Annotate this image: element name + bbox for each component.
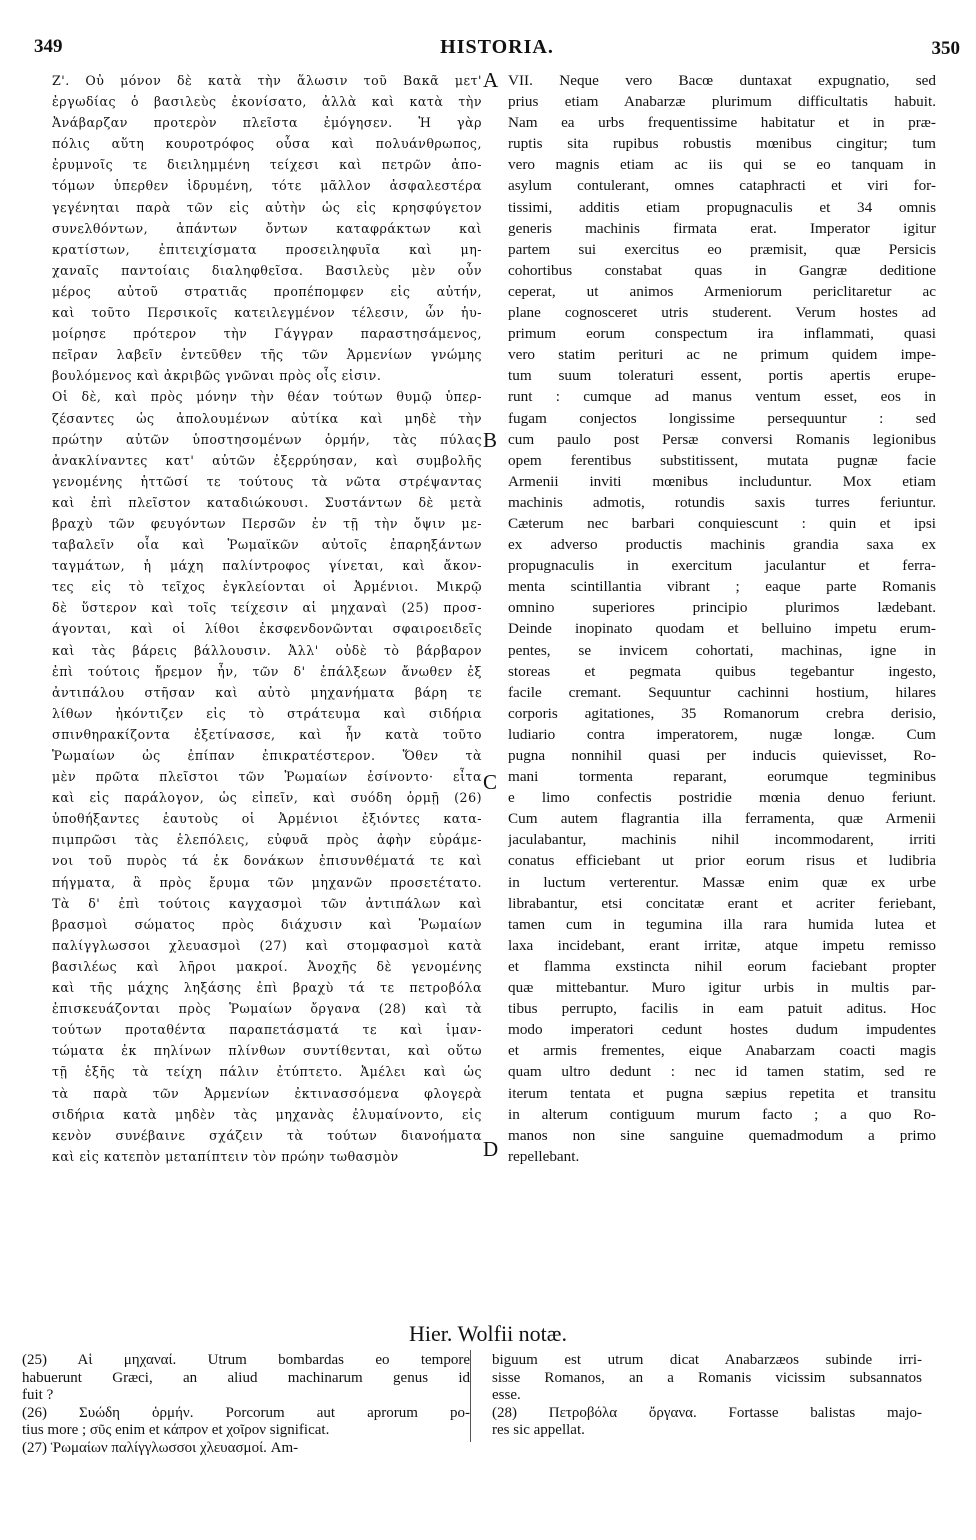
text-line: e limo confectis postridie mœnia denuo feriunt. bbox=[508, 789, 936, 807]
text-line: τῇ ἑξῆς τὰ τείχη πάλιν ἐτύπτετο. Ἀμέλει καὶ ὡς bbox=[52, 1064, 482, 1080]
text-line: in luctum verterentur. Massæ enim quæ ex urbe bbox=[508, 873, 936, 891]
text-line: pugna nonnihil quasi per inducis quievisset, Ro- bbox=[508, 747, 936, 764]
margin-marker-b: B bbox=[483, 428, 498, 452]
text-line: et flamma exstincta nihil eorum faciebant propter bbox=[508, 957, 936, 975]
text-line: in alterum contiguum murum facto ; a quo Ro- bbox=[508, 1105, 936, 1123]
text-line: μέρος αὐτοῦ στρατιᾶς προπέπομφεν εἰς αὐτήν, bbox=[52, 283, 482, 299]
text-line: asylum contulerant, omnes cataphracti et viri for- bbox=[508, 177, 936, 195]
text-line: Ἀνάβαρζαν προτερὸν πλεῖστα ἐμόγησεν. Ἡ γὰρ bbox=[52, 115, 482, 131]
text-line: καὶ εἰς παράλογον, ὡς εἰπεῖν, καὶ συόδη ὁρμῇ (26) bbox=[52, 790, 482, 806]
text-line: opem ferentibus substitissent, mutata pugnæ facie bbox=[508, 451, 936, 469]
text-line: Ῥωμαίων ὡς ἐπίπαν ἐπικρατέστερον. Ὅθεν τὰ bbox=[52, 748, 482, 763]
text-line: tissimi, additis etiam propugnaculis et 34 omnis bbox=[508, 198, 936, 216]
text-line: τὰ παρὰ τῶν Ἀρμενίων ἐκτινασσόμενα φλογερὰ bbox=[52, 1085, 482, 1101]
text-line: βρασμοὶ σώματος πρὸς διάχυσιν καὶ Ῥωμαίων bbox=[52, 916, 482, 932]
text-line: βουλόμενος καὶ ἀκριβῶς γνῶναι πρὸς οἷς εἰσιν. bbox=[52, 368, 382, 384]
notes-heading: Hier. Wolfii notæ. bbox=[409, 1321, 567, 1346]
text-line: storeas et pegmata quibus tegebantur ingesto, bbox=[508, 662, 936, 680]
text-line: tamen cum in tegumina illa rara humida lutea et bbox=[508, 915, 936, 933]
latin-text-column bbox=[508, 70, 936, 1167]
text-line: κενὸν συνέβαινε σχάζειν τὰ τούτων διανοήματα bbox=[52, 1127, 482, 1143]
text-line: καὶ τῆς μάχης ληξάσης ἐπὶ βραχὺ τά τε πετροβόλα bbox=[52, 980, 482, 996]
text-line: πεῖραν λαβεῖν ἐντεῦθεν τῆς τῶν Ἀρμενίων γνώμης bbox=[52, 347, 482, 363]
text-line: μὲν πρῶτα πλεῖστοι τῶν Ῥωμαίων ἐσίνοντο· εἶτα bbox=[52, 769, 482, 785]
margin-marker-c: C bbox=[483, 770, 498, 794]
text-line: modo imperatori cedunt hostes dudum impudentes bbox=[508, 1021, 936, 1039]
page-number-right: 350 bbox=[931, 38, 960, 59]
text-line: habuerunt Græci, an aliud machinarum genus id bbox=[22, 1369, 470, 1386]
text-line: ἐργωδίας ὁ βασιλεὺς ἐκονίσατο, ἀλλὰ καὶ κατὰ τὴν bbox=[52, 94, 482, 110]
text-line: χαναῖς παντοίαις διαληφθεῖσα. Βασιλεὺς μὲν οὖν bbox=[52, 262, 482, 278]
greek-text-column bbox=[52, 70, 482, 1167]
text-line: δὲ ὕστερον καὶ τοῖς τείχεσιν αἱ μηχαναὶ (25) προσ- bbox=[52, 600, 482, 616]
text-line: plane cognosceret utris studerent. Verum hostes ad bbox=[508, 304, 936, 322]
text-line: (25) Αἱ μηχαναί. Utrum bombardas eo tempore bbox=[22, 1352, 470, 1368]
text-line: facile cremant. Sequuntur cachinni hostium, hilares bbox=[508, 683, 936, 701]
text-line: ἐπισκευάζονται πρὸς Ῥωμαίων ὄργανα (28) καὶ τὰ bbox=[52, 1001, 482, 1017]
text-line: fuit ? bbox=[22, 1387, 54, 1403]
text-line: fugam conjectos longissime persequuntur : sed bbox=[508, 409, 936, 427]
text-line: τώματα ἐκ πηλίνων πλίνθων συντίθενται, καὶ οὕτω bbox=[52, 1043, 482, 1059]
text-line: άγονται, καὶ οἱ λίθοι ἐκσφενδονῶνται σφαιροειδεῖς bbox=[52, 621, 482, 637]
text-line: σιδήρια κατὰ μηδὲν τὰς μηχανὰς ἐλυμαίνοντο, εἰς bbox=[52, 1106, 482, 1122]
running-title: HISTORIA. bbox=[440, 36, 554, 58]
text-line: βραχὺ τῶν φευγόντων Περσῶν ἐν τῇ τὴν ὄψιν με- bbox=[52, 515, 482, 531]
text-line: VII. Neque vero Bacœ duntaxat expugnatio, sed bbox=[508, 72, 936, 89]
text-line: πιμπρῶσι τὰς ἑλεπόλεις, εὐφυᾶ πρὸς ἀφὴν εὑράμε- bbox=[52, 832, 482, 848]
text-line: καὶ τὰς βάρεις βάλλουσιν. Ἀλλ' οὐδὲ τὸ βάρβαρον bbox=[52, 642, 482, 658]
text-line: τες εἰς τὸ τεῖχος ἐγκλείονται οἱ Ἀρμένιοι. Μικρῷ bbox=[52, 579, 482, 595]
text-line: Nam ea urbs frequentissime habitatur et in præ- bbox=[508, 114, 936, 132]
text-line: sisse Romanos, an a Romanis vicissim subsannatos bbox=[492, 1369, 922, 1386]
text-line: esse. bbox=[492, 1387, 521, 1403]
text-line: λίθων ἠκόντιζεν εἰς τὸ στράτευμα καὶ σιδήρια bbox=[52, 705, 482, 721]
text-line: iterum tentata et pugna sæpius repetita et transitu bbox=[508, 1084, 936, 1102]
text-line: menta scintillantia vibrant ; eaque parte Romanis bbox=[508, 578, 936, 596]
text-line: πόλις αὕτη κουροτρόφος οὖσα καὶ πολυάνθρωπος, bbox=[52, 136, 482, 152]
text-line: prius etiam Anabarzæ plurimum difficultatis habuit. bbox=[508, 93, 936, 111]
text-line: et armis frementes, eique Anabarzam coacti magis bbox=[508, 1042, 936, 1060]
text-line: μοίρησε πρότερον τὴν Γάγγραν παραστησάμενος, bbox=[52, 326, 482, 342]
text-line: βασιλέως καὶ λῆροι μακροί. Ἀνοχῆς δὲ γενομένης bbox=[52, 958, 482, 974]
text-line: συνελθόντων, ἁπάντων ὄντων καταφράκτων καὶ bbox=[52, 220, 482, 236]
text-line: generis machinis firmata erat. Imperator igitur bbox=[508, 219, 936, 237]
margin-marker-a: A bbox=[483, 68, 499, 92]
text-line: ὑποθήξαντες ἑαυτοὺς οἱ Ἀρμένιοι ἐξιόντες κατα- bbox=[52, 811, 482, 827]
text-line: (27) Ῥωμαίων παλίγγλωσσοι χλευασμοί. Am- bbox=[22, 1439, 299, 1456]
text-line: runt : cumque ad manus ventum esset, eos in bbox=[508, 388, 936, 406]
text-line: primum eorum conspectum ira inflammati, quasi bbox=[508, 325, 936, 343]
text-line: ταβαλεῖν οἷα καὶ Ῥωμαϊκῶν αὐτοῖς ἐπαρηξάντων bbox=[52, 537, 482, 553]
text-line: τόμων ὑπερθεν ἱδρυμένη, τότε μᾶλλον ἀσφαλεστέρα bbox=[52, 178, 482, 194]
text-line: ceperat, ut animos Armeniorum periclitaretur ac bbox=[508, 282, 936, 300]
text-line: Ζ'. Οὐ μόνον δὲ κατὰ τὴν ἅλωσιν τοῦ Βακᾶ μετ' bbox=[52, 73, 482, 88]
page-number-left: 349 bbox=[34, 36, 63, 57]
text-line: manos non sine sanguine quemadmodum a primo bbox=[508, 1126, 936, 1144]
text-line: omnino superiores principio plurimos lædebant. bbox=[508, 599, 936, 617]
text-line: jaculabantur, machinis nihil incommodarent, irriti bbox=[508, 831, 936, 849]
text-line: tum suum toleraturi essent, portis apertis erupe- bbox=[508, 367, 936, 385]
footnotes-left-column bbox=[22, 1352, 470, 1457]
text-line: νοι τοῦ πυρὸς τά ἐκ δονάκων ἐπισυνθέματά τε καὶ bbox=[52, 853, 482, 869]
text-line: cum paulo post Persæ conversi Romanis legionibus bbox=[508, 430, 936, 448]
text-line: κρατίστων, ἐπιτειχίσματα προσειληφυῖα καὶ μη- bbox=[52, 241, 482, 257]
text-line: mani tormenta reparant, eorumque tegminibus bbox=[508, 768, 936, 786]
text-line: Cæterum nec barbari conquiescunt : quin et ipsi bbox=[508, 514, 936, 532]
text-line: (28) Πετροβόλα ὄργανα. Fortasse balistas majo- bbox=[492, 1404, 922, 1421]
notes-column-divider bbox=[470, 1350, 471, 1442]
text-line: res sic appellat. bbox=[492, 1422, 585, 1438]
text-line: ex adverso productis machinis grandia saxa ex bbox=[508, 536, 936, 554]
text-line: quæ mittebantur. Muro igitur urbis in multis par- bbox=[508, 979, 936, 997]
text-line: Cum autem flagrantia illa ferramenta, quæ Armenii bbox=[508, 810, 936, 828]
margin-marker-d: D bbox=[483, 1137, 499, 1161]
footnotes-right-column bbox=[492, 1352, 922, 1440]
text-line: laxa incidebant, erant irritæ, atque impetu remisso bbox=[508, 936, 936, 954]
text-line: ταγμάτων, ἡ μάχη παλίντροφος γίνεται, καὶ ἄκον- bbox=[52, 558, 482, 574]
text-line: corporis agitationes, 35 Romanorum crebra derisio, bbox=[508, 704, 936, 722]
text-line: καὶ ἐπὶ πλεῖστον καταδιώκουσι. Συστάντων δὲ μετὰ bbox=[52, 494, 482, 510]
text-line: tibus perrupto, facilis in eam patuit aditus. Hoc bbox=[508, 1000, 936, 1018]
text-line: γενομένης ἡττῶσί τε τούτους τὰ νῶτα στρέψαντας bbox=[52, 473, 482, 489]
text-line: (26) Συώδη ὁρμήν. Porcorum aut aprorum po- bbox=[22, 1404, 470, 1421]
text-line: πρώτην αὐτῶν ὑποστησομένων ὁρμήν, τὰς πύλας bbox=[52, 431, 482, 447]
text-line: καὶ τοῦτο Περσικοῖς κατειλεγμένον τέλεσιν, ὧν ἠυ- bbox=[52, 305, 482, 321]
text-line: γεγένηται παρὰ τῶν εἰς αὐτὴν ὡς εἰς κρησφύγετον bbox=[52, 199, 482, 215]
text-line: παλίγγλωσσοι χλευασμοὶ (27) καὶ στομφασμοὶ κατὰ bbox=[52, 937, 482, 953]
text-line: ruptis sita rupibus robustis mœnibus cingitur; tum bbox=[508, 135, 936, 153]
text-line: quam ultro dedunt : nec id tamen statim, sed re bbox=[508, 1063, 936, 1081]
text-line: biguum est utrum dicat Anabarzæos subinde irri- bbox=[492, 1352, 922, 1368]
text-line: tius more ; σῦς enim et κάπρον et χοῖρον significat. bbox=[22, 1422, 330, 1438]
text-line: ludiario contra imperatorem, nugæ longæ. Cum bbox=[508, 725, 936, 743]
text-line: vero magnis etiam ac iis qui se eo tanquam in bbox=[508, 156, 936, 174]
text-line: Armenii inviti mœnibus includuntur. Mox etiam bbox=[508, 472, 936, 490]
text-line: machinis admotis, rotundis saxis turres feriuntur. bbox=[508, 493, 936, 511]
text-line: ἐρυμνοῖς τε διειλημμένη τείχεσι καὶ πετρῶν ἀπο- bbox=[52, 157, 482, 173]
text-line: pentes, se invicem cohortati, machinas, igne in bbox=[508, 641, 936, 659]
text-line: τούτων προταθέντα παραπετάσματά τε καὶ ἱμαν- bbox=[52, 1022, 482, 1038]
text-line: ζέσαντες ὡς ἀπολουμένων αὐτίκα καὶ μηδὲ τὴν bbox=[52, 410, 482, 426]
text-line: partem sui exercitus eo præmisit, quæ Persicis bbox=[508, 240, 936, 258]
text-line: propugnaculis in exercitum jaculantur et ferra- bbox=[508, 557, 936, 575]
text-line: vero statim perituri ac ne primum quidem impe- bbox=[508, 346, 936, 364]
text-line: Οἱ δὲ, καὶ πρὸς μόνην τὴν θέαν τούτων θυμῷ ὑπερ- bbox=[52, 389, 482, 405]
text-line: Deinde inopinato quodam et belluino impetu erum- bbox=[508, 620, 936, 638]
text-line: σπινθηρακίζοντα ἐξετίνασσε, καὶ ἦν κατὰ τοῦτο bbox=[52, 726, 482, 742]
text-line: πήγματα, ἃ πρὸς ἔρυμα τῶν μηχανῶν προσετέτατο. bbox=[52, 874, 482, 890]
page-header bbox=[34, 36, 960, 62]
text-line: ἀντιπάλου στῆσαν καὶ αὐτὸ μηχανήματα βάρη τε bbox=[52, 684, 482, 700]
text-line: librabantur, etsi concitatæ erant et acriter feriebant, bbox=[508, 894, 936, 912]
text-line: conatus efficiebant ut prior eorum risus et ludibria bbox=[508, 852, 936, 870]
text-line: Τὰ δ' ἐπὶ τούτοις καγχασμοὶ τῶν ἀντιπάλων καὶ bbox=[52, 895, 482, 911]
text-line: καὶ εἰς κατεπὸν μεταπίπτειν τὸν πρώην τωθασμὸν bbox=[52, 1148, 399, 1164]
text-line: ἀνακλίναντες κατ' αὐτῶν ἐξερρύησαν, καὶ συμβολῆς bbox=[52, 452, 482, 468]
text-line: repellebant. bbox=[508, 1147, 580, 1165]
text-line: cohortibus constabat quas in Gangræ deditione bbox=[508, 261, 936, 279]
text-line: ἐπὶ τούτοις ἤρεμον ἦν, τῶν δ' ἐπάλξεων ἄνωθεν ἐξ bbox=[52, 663, 482, 679]
